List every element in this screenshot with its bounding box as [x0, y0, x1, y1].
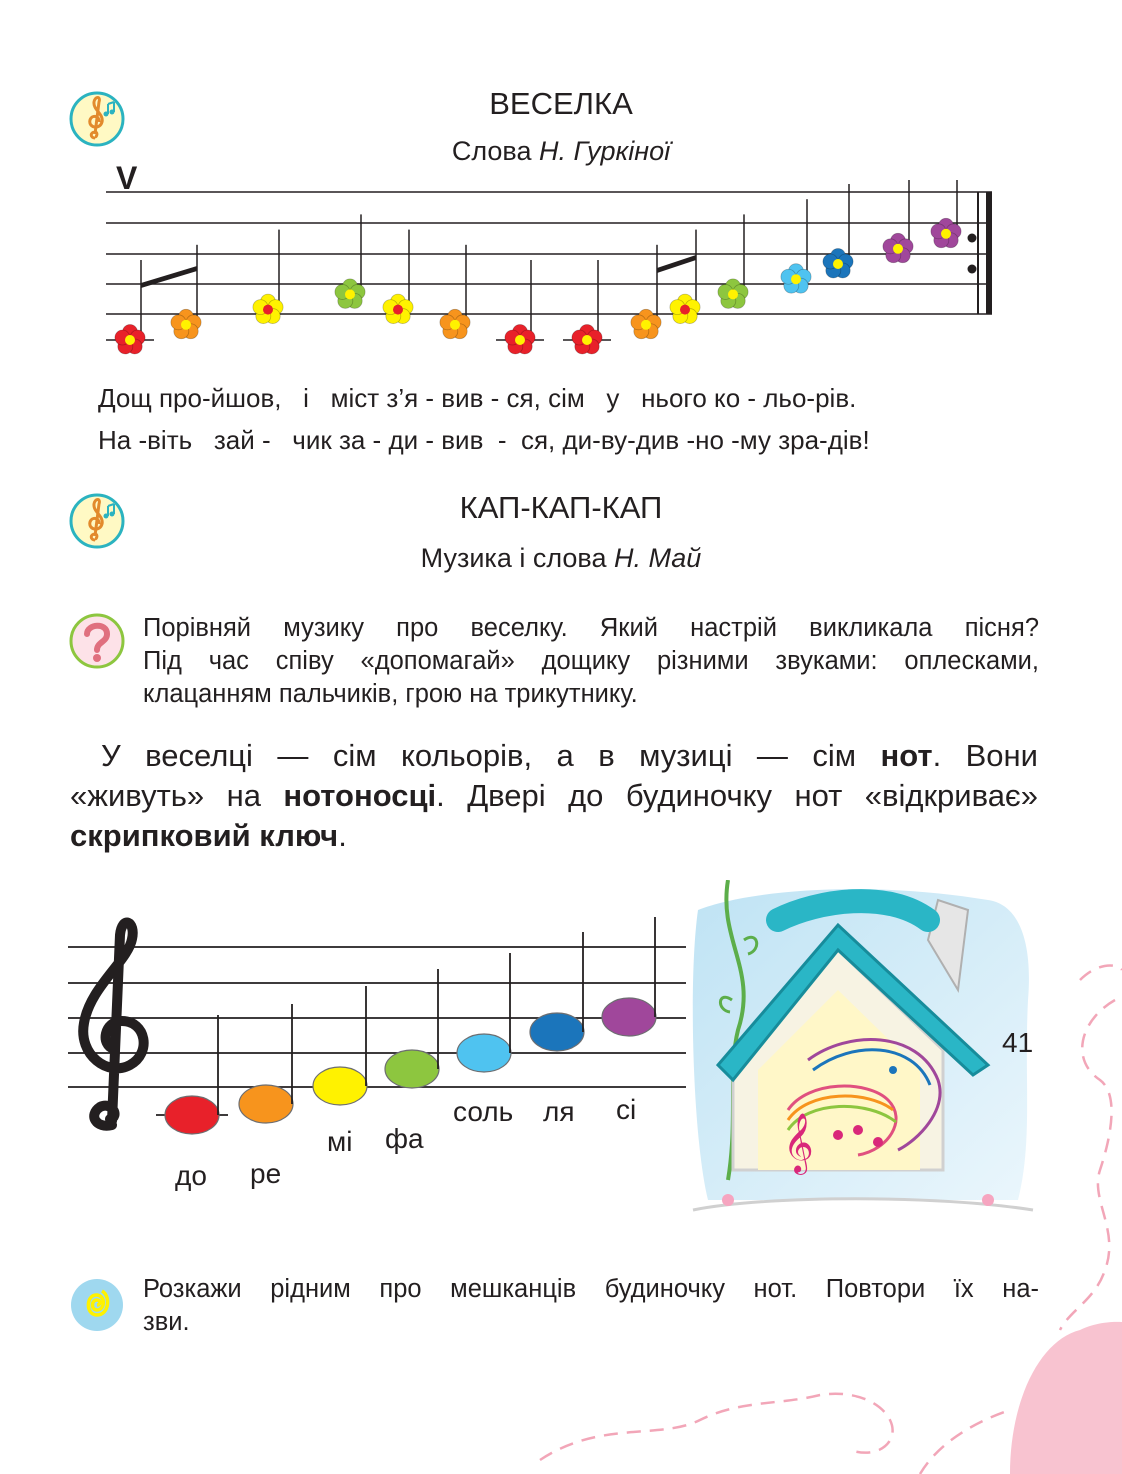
note-name-label: соль [453, 1096, 514, 1127]
credit-author: Н. Гуркіної [539, 136, 671, 166]
flower-note [335, 214, 365, 308]
paragraph-line [70, 736, 1038, 776]
scale-note-4 [385, 969, 439, 1088]
note-name-label: ля [543, 1096, 575, 1127]
task-line: зви. [143, 1308, 190, 1336]
note-name-label: фа [385, 1123, 424, 1154]
question-line: Під час співу «допомагай» дощику різними звуками: оплесками, [143, 647, 1039, 675]
scale-note-2 [239, 1004, 293, 1123]
flower-note [496, 260, 544, 354]
bold-term: нот [880, 738, 933, 773]
flower-note [670, 230, 700, 324]
song-title-kap-kap-kap: КАП-КАП-КАП [459, 490, 663, 525]
task-text [143, 1273, 1039, 1339]
flower-note [563, 260, 611, 354]
flower-note [383, 230, 413, 324]
task-line: Розкажи рідним про мешканців будиночку нот. Повтори їх на- [143, 1275, 1039, 1303]
text: У веселці — сім кольорів, а в музиці — сім [101, 738, 881, 773]
melody-notes [106, 180, 961, 354]
lyrics-line-1: Дощ про-йшов, і міст з’я - вив - ся, сім у нього ко - льо-рів. [98, 383, 857, 413]
scale-note-3 [313, 986, 367, 1105]
song-credit-veselka [0, 136, 1122, 167]
credit-prefix: Слова [451, 136, 539, 166]
note-name-label: сі [616, 1094, 637, 1125]
main-paragraph [70, 736, 1038, 856]
text: . Вони [932, 738, 1038, 773]
paragraph-line [70, 816, 1038, 856]
question-mark-icon [68, 612, 126, 670]
song-title-veselka: ВЕСЕЛКА [489, 86, 633, 121]
treble-clef-icon [83, 923, 143, 1126]
lyrics-line-2: На -віть зай - чик за - ди - вив - ся, ди-ву-див -но -му зра-дів! [98, 425, 870, 455]
flower-note [931, 180, 961, 248]
bold-term: нотоносці [283, 778, 437, 813]
question-line: Порівняй музику про веселку. Який настрій викликала пісня? [143, 614, 1039, 642]
flower-note [253, 230, 283, 324]
beam [657, 255, 696, 273]
credit-prefix: Музика і слова [420, 543, 614, 573]
flower-note [106, 260, 154, 354]
scale-note-7 [602, 917, 656, 1036]
scale-note-6 [530, 932, 584, 1051]
flower-note [631, 245, 661, 339]
paragraph-line [70, 776, 1038, 816]
note-name-label: мі [327, 1126, 353, 1157]
question-line: клацанням пальчиків, грою на трикутнику. [143, 680, 638, 708]
flower-note [440, 245, 470, 339]
note-name-label: до [175, 1160, 207, 1191]
question-text [143, 612, 1039, 711]
flower-note [823, 184, 853, 278]
text: . [338, 818, 347, 853]
scale-note-5 [457, 953, 511, 1072]
scale-note-1 [156, 1015, 228, 1134]
text: «живуть» на [70, 778, 284, 813]
spiral-icon [68, 1276, 126, 1334]
song-credit-kap-kap-kap [0, 543, 1122, 574]
bold-term: скрипковий ключ [70, 818, 339, 853]
breath-mark: V [116, 160, 138, 196]
note-name-label: ре [250, 1158, 282, 1189]
notes-house-illustration [688, 880, 1038, 1240]
text: . Двері до будиночку нот «відкриває» [436, 778, 1038, 813]
credit-author: Н. Май [613, 543, 702, 573]
scale-staff [60, 905, 690, 1185]
staff-veselka [100, 180, 1010, 370]
svg-text:𝄞: 𝄞 [783, 1113, 814, 1173]
flower-note [781, 199, 811, 293]
flower-note [171, 245, 201, 339]
flower-note [718, 214, 748, 308]
page-number: 41 [1002, 1027, 1034, 1058]
